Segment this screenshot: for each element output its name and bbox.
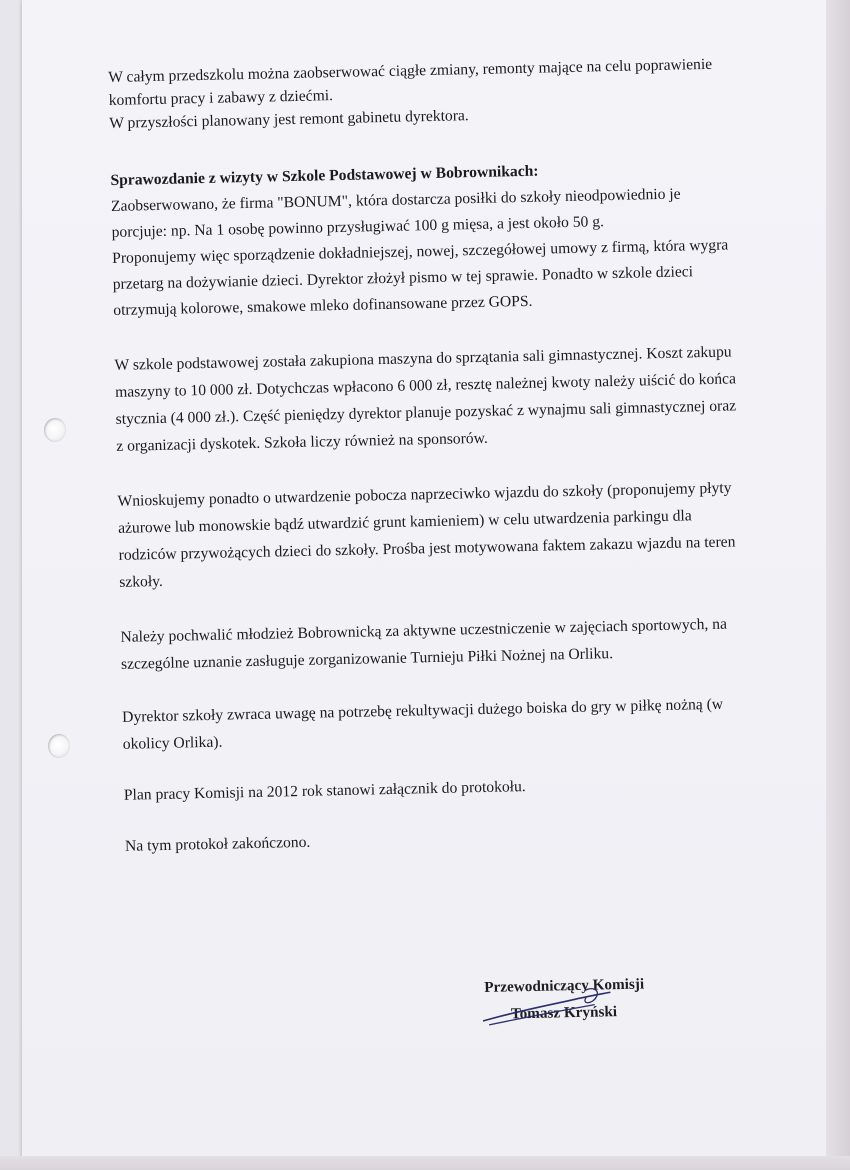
text-line: szczególne uznanie zasługuje zorganizowanie Turnieju Piłki Nożnej na Orliku. [120, 645, 614, 673]
text-line: szkoły. [119, 572, 164, 591]
signature-name: Tomasz Kryński [510, 1003, 618, 1023]
text-line: porcjuje: np. Na 1 osobę powinno przysługiwać 100 g mięsa, a jest około 50 g. [111, 213, 605, 241]
punch-hole-top [44, 418, 66, 442]
text-line: stycznia (4 000 zł.). Część pieniędzy dyrektor planuje pozyskać z wynajmu sali gimnastycznej oraz [115, 397, 737, 428]
text-line: Proponujemy więc sporządzenie dokładniejszej, nowej, szczegółowej umowy z firmą, która wygra [112, 236, 729, 267]
page-edge-right [826, 0, 850, 1170]
text-line: okolicy Orlika). [122, 733, 223, 753]
text-line: rodziców przywożących dzieci do szkoły. Prośba jest motywowana faktem zakazu wjazdu na teren [118, 533, 736, 564]
text-line: komfortu pracy i zabawy z dziećmi. [108, 87, 334, 109]
text-line: Dyrektor szkoły zwraca uwagę na potrzebę rekultywacji dużego boiska do gry w piłkę nożną (w [122, 695, 724, 726]
text-line: otrzymują kolorowe, smakowe mleko dofinansowane przez GOPS. [113, 292, 533, 319]
text-line: Należy pochwalić młodzież Bobrownicką za aktywne uczestniczenie w zajęciach sportowych, na [120, 615, 728, 646]
page-edge-bottom [0, 1156, 850, 1170]
text-line: maszyny to 10 000 zł. Dotychczas wpłacono 6 000 zł, resztę należnej kwoty należy uiścić do końca [114, 370, 737, 401]
signature-title: Przewodniczący Komisji [484, 975, 645, 996]
signature-name-wrapper [485, 996, 706, 1028]
text-line: przetarg na dożywianie dzieci. Dyrektor złożył pismo w tej sprawie. Ponadto w szkole dzieci [112, 263, 694, 293]
text-line: Wnioskujemy ponadto o utwardzenie pobocza naprzeciwko wjazdu do szkoły (proponujemy płyty [117, 479, 732, 510]
text-line: W szkole podstawowej została zakupiona maszyna do sprzątania sali gimnastycznej. Koszt zakupu [114, 343, 732, 374]
text-line: W całym przedszkolu można zaobserwować ciągłe zmiany, remonty mające na celu poprawienie [108, 55, 713, 86]
document-body [108, 51, 815, 858]
handwritten-signature-icon [474, 982, 645, 1036]
section-heading: Sprawozdanie z wizyty w Szkole Podstawowej w Bobrownikach: [110, 162, 539, 189]
text-line: z organizacji dyskotek. Szkoła liczy również na sponsorów. [116, 429, 488, 455]
punch-hole-bottom [48, 734, 70, 758]
signature-block [484, 969, 705, 1028]
text-line: W przyszłości planowany jest remont gabinetu dyrektora. [109, 107, 469, 132]
text-line: ażurowe lub monowskie bądź utwardzić grunt kamieniem) w celu utwardzenia parkingu dla [117, 507, 692, 537]
text-line: Na tym protokoł zakończono. [124, 833, 311, 855]
text-line: Zaobserwowano, że firma "BONUM", która dostarcza posiłki do szkoły nieodpowiednio je [110, 185, 681, 215]
text-line: Plan pracy Komisji na 2012 rok stanowi załącznik do protokołu. [123, 778, 526, 804]
